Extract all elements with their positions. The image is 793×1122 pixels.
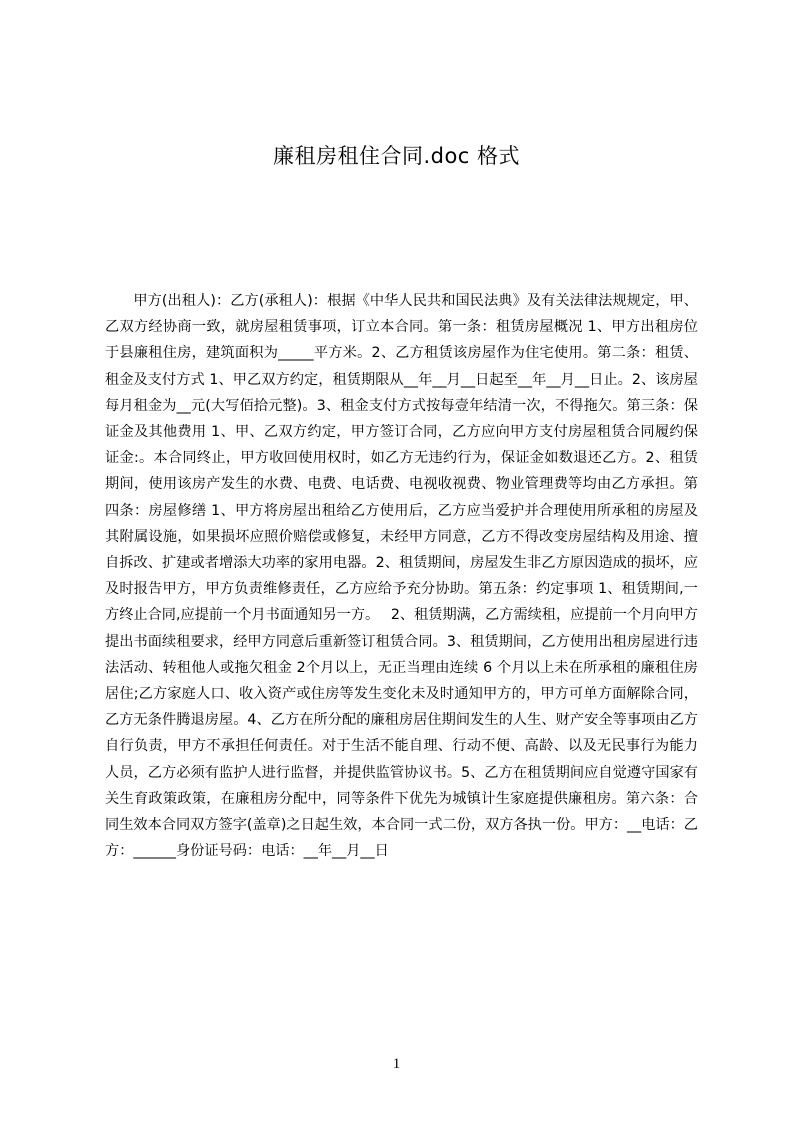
page-number: 1	[392, 1056, 401, 1072]
contract-body-text: 甲方(出租人)：乙方(承租人)：根据《中华人民共和国民法典》及有关法律法规规定，甲、乙双方经协商一致，就房屋租赁事项，订立本合同。第一条：租赁房屋概况 1、甲方出租房位于县廉租住房，建筑面积为_____平方米。2、乙方租赁该房屋作为住宅使用。第二条：租赁、租金及支付方式 1、甲乙双方约定，租赁期限从__年__月__日起至__年__月__日止。2、该房屋每月租金为__元(大写佰拾元整)。3、租金支付方式按每壹年结清一次，不得拖欠。第三条：保证金及其他费用 1、甲、乙双方约定，甲方签订合同，乙方应向甲方支付房屋租赁合同履约保证金:。本合同终止，甲方收回使用权时，如乙方无违约行为，保证金如数退还乙方。2、租赁期间，使用该房产发生的水费、电费、电话费、电视收视费、物业管理费等均由乙方承担。第四条：房屋修缮 1、甲方将房屋出租给乙方使用后，乙方应当爱护并合理使用所承租的房屋及其附属设施，如果损坏应照价赔偿或修复，未经甲方同意，乙方不得改变房屋结构及用途、擅自拆改、扩建或者增添大功率的家用电器。2、租赁期间，房屋发生非乙方原因造成的损坏，应及时报告甲方，甲方负责维修责任，乙方应给予充分协助。第五条：约定事项 1、租赁期间,一方终止合同,应提前一个月书面通知另一方。 2、租赁期满，乙方需续租，应提前一个月向甲方提出书面续租要求，经甲方同意后重新签订租赁合同。3、租赁期间，乙方使用出租房屋进行违法活动、转租他人或拖欠租金 2个月以上，无正当理由连续 6 个月以上未在所承租的廉租住房居住;乙方家庭人口、收入资产或住房等发生变化未及时通知甲方的，甲方可单方面解除合同，乙方无条件腾退房屋。4、乙方在所分配的廉租房居住期间发生的人生、财产安全等事项由乙方自行负责，甲方不承担任何责任。对于生活不能自理、行动不便、高龄、以及无民事行为能力人员，乙方必须有监护人进行监督，并提供监管协议书。5、乙方在租赁期间应自觉遵守国家有关生育政策政策，在廉租房分配中，同等条件下优先为城镇计生家庭提供廉租房。第六条：合同生效本合同双方签字(盖章)之日起生效，本合同一式二份，双方各执一份。甲方：__电话：乙方：______身份证号码：电话：__年__月__日	[105, 293, 698, 860]
document-title: 廉租房租住合同.doc 格式	[272, 144, 521, 168]
